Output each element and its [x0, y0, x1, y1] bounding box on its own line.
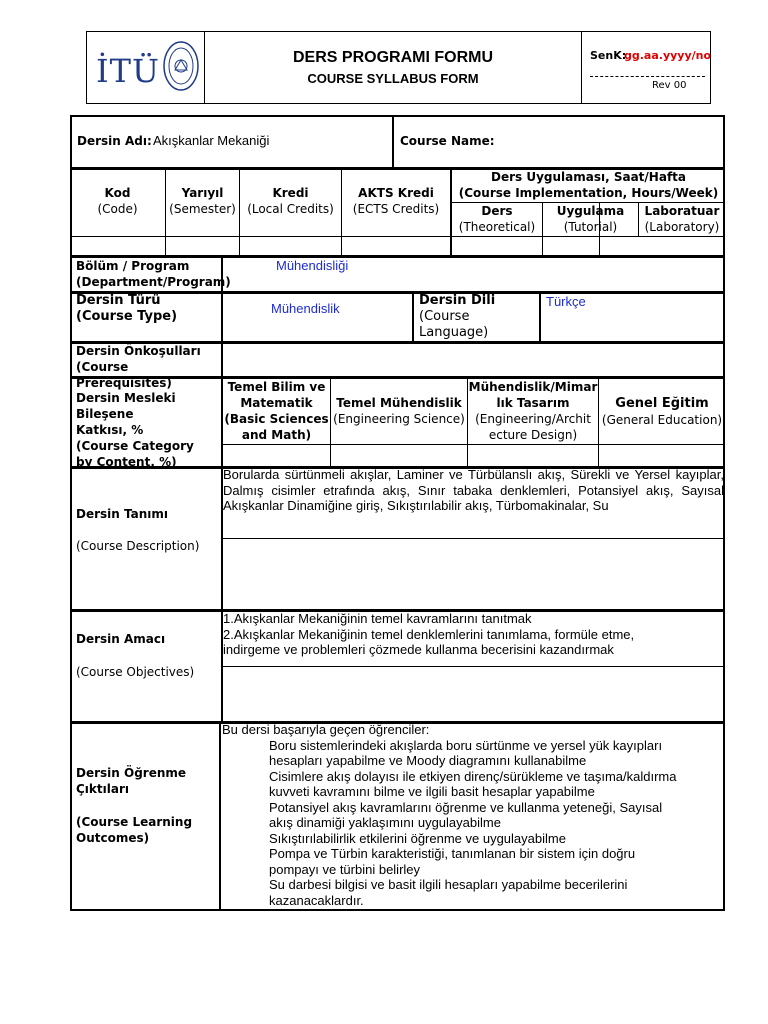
header-divider-1	[204, 31, 205, 104]
form-title: DERS PROGRAMI FORMU	[293, 49, 493, 66]
grid-hline	[222, 538, 725, 539]
course-name-tr-label: Dersin Adı:	[77, 134, 152, 148]
engineering-design-header: Mühendislik/Mimar lık Tasarım (Engineering/Archit ecture Design)	[468, 380, 598, 442]
grid-hline	[70, 236, 725, 237]
header-divider-2	[581, 31, 582, 104]
itu-logo: İTÜ	[96, 52, 160, 90]
objectives-label-en: (Course Objectives)	[76, 665, 195, 679]
outcome-item: Potansiyel akış kavramlarını öğrenme ve kullanma yeteneği, Sayısal akış dinamiği yaklaşımını uygulayabilme	[269, 799, 663, 830]
course-name-en-label: Course Name:	[400, 134, 495, 148]
outcome-item: Pompa ve Türbin karakteristiği, tanımlanan bir sistem için doğru pompayı ve türbini belirley	[269, 846, 636, 877]
yariyil-header: Yarıyıl (Semester)	[169, 186, 236, 216]
divider	[539, 292, 541, 343]
outcome-item: Su darbesi bilgisi ve basit ilgili hesapları yapabilme becerilerini kazanacaklardır.	[269, 877, 628, 908]
divider	[412, 292, 414, 343]
basic-sciences-header: Temel Bilim ve Matematik (Basic Sciences and Math)	[224, 380, 329, 442]
uygulama-header: Ders Uygulaması, Saat/Hafta (Course Implementation, Hours/Week)	[458, 170, 719, 200]
senk-dashline	[590, 76, 705, 77]
objective-item: indirgeme ve problemleri çözmede kullanma becerisini kazandırmak	[223, 642, 614, 657]
objectives-text	[223, 611, 724, 658]
senk-label: SenK:	[590, 49, 627, 62]
outcomes-label-en: (Course Learning Outcomes)	[76, 815, 193, 845]
engineering-science-header: Temel Mühendislik (Engineering Science)	[333, 396, 465, 426]
divider	[392, 115, 394, 169]
divider	[219, 722, 221, 911]
grid-hline	[222, 666, 725, 667]
akts-header: AKTS Kredi (ECTS Credits)	[352, 186, 440, 216]
outcome-item: Boru sistemlerindeki akışlarda boru sürtünme ve yersel yük kayıpları hesapları yapabilme ve Moody diagramını kullanabilme	[269, 737, 663, 768]
form-subtitle: COURSE SYLLABUS FORM	[307, 71, 479, 86]
kredi-header: Kredi (Local Credits)	[247, 186, 334, 216]
department-value: Mühendisliği	[276, 258, 349, 273]
objectives-label: Dersin Amacı	[76, 632, 166, 646]
outcomes-intro: Bu dersi başarıyla geçen öğrenciler:	[222, 722, 430, 737]
description-text: Borularda sürtünmeli akışlar, Laminer ve Türbülanslı akış, Sürekli ve Yersel kayıplar, Dalmış cisimler etrafında akış, Sınır tabaka denklemleri, Potansiyel akış, Sayısal Akışkanlar Dinamiğine giriş, Sıkıştırılabilir akış, Türbomakinalar, Su	[223, 467, 724, 513]
objective-item: 1.Akışkanlar Mekaniğinin temel kavramlarını tanıtmak	[223, 611, 532, 626]
rev-label: Rev 00	[652, 80, 687, 91]
grid-hline	[222, 444, 725, 445]
outcome-item: Sıkıştırılabilirlik etkilerini öğrenme ve uygulayabilme	[269, 830, 566, 846]
ders-header: Ders (Theoretical)	[458, 204, 536, 234]
uyg-header: Uygulama (Tutorial)	[556, 204, 625, 234]
course-name-tr-value: Akışkanlar Mekaniği	[153, 133, 270, 148]
objective-item: 2.Akışkanlar Mekaniğinin temel denklemlerini tanımlama, formüle etme,	[223, 626, 635, 642]
category-label: Dersin Mesleki Bileşene Katkısı, % (Course Category by Content, %)	[76, 391, 194, 469]
course-type-value: Mühendislik	[271, 301, 340, 316]
lab-header: Laboratuar (Laboratory)	[644, 204, 720, 234]
outcome-item: Cisimlere akış dolayısı ile etkiyen direnç/sürükleme ve taşıma/kaldırma kuvveti kavramını bilme ve ilgili basit hesaplar yapabilme	[269, 768, 677, 799]
prerequisites-label: Dersin Önkoşulları (Course Prerequisites)	[76, 344, 201, 390]
senk-value: gg.aa.yyyy/no	[624, 49, 712, 62]
course-language-value: Türkçe	[546, 294, 586, 309]
outcomes-text	[222, 722, 724, 908]
divider	[221, 292, 223, 343]
itu-seal	[162, 40, 200, 92]
general-education-header: Genel Eğitim (General Education)	[601, 396, 723, 427]
kod-header: Kod (Code)	[97, 186, 138, 216]
course-type-label: Dersin Türü (Course Type)	[76, 293, 178, 324]
description-label-en: (Course Description)	[76, 539, 200, 553]
course-language-label: Dersin Dili (Course Language)	[419, 293, 496, 340]
department-label: Bölüm / Program (Department/Program)	[76, 259, 231, 289]
outcomes-label: Dersin Öğrenme Çıktıları	[76, 766, 187, 796]
description-label: Dersin Tanımı	[76, 507, 169, 521]
divider	[221, 342, 223, 378]
